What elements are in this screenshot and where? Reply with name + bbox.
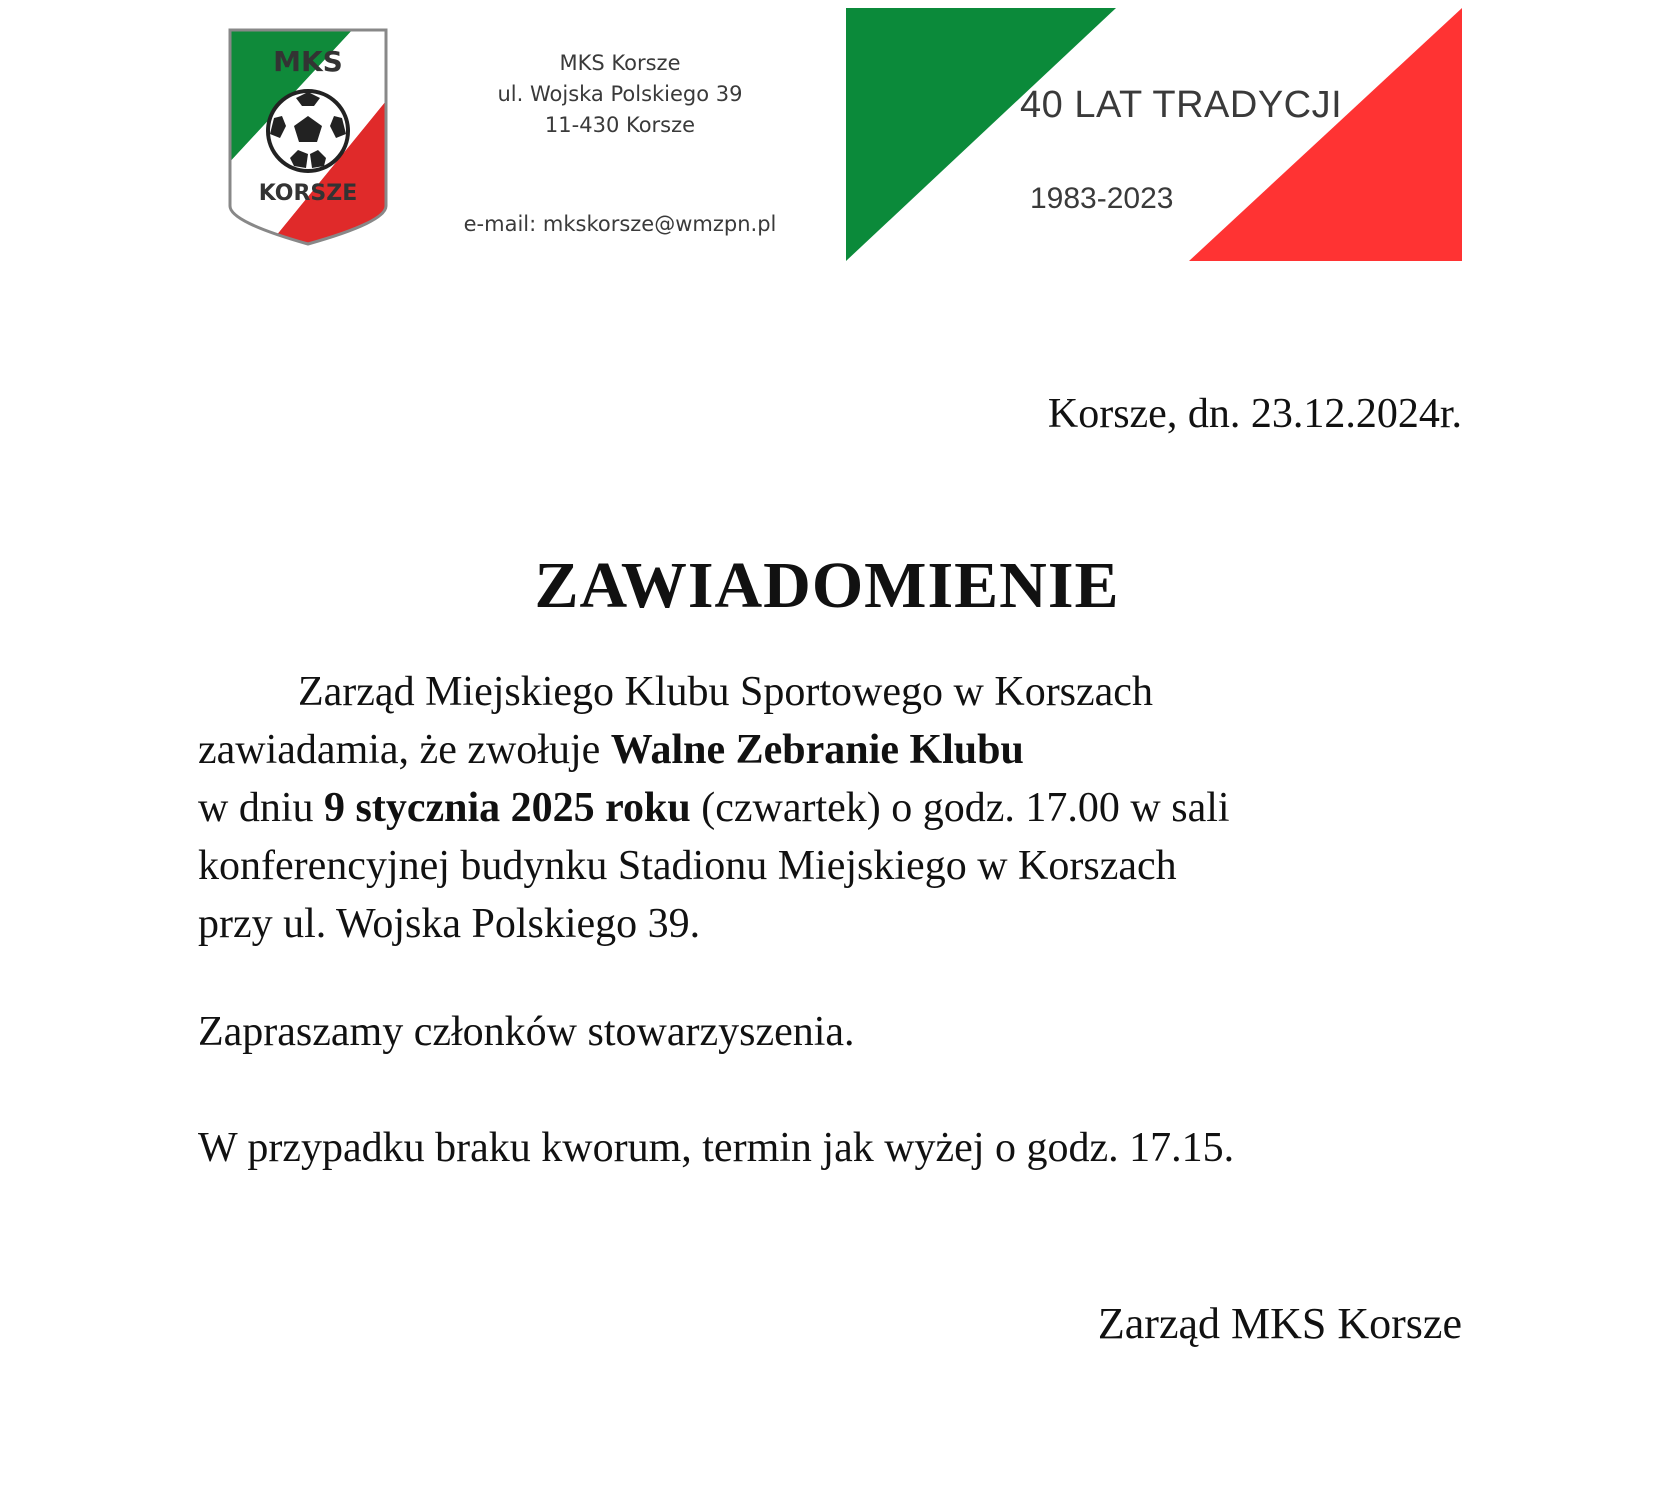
club-name: MKS Korsze: [559, 51, 681, 75]
page-title: ZAWIADOMIENIE: [534, 549, 1120, 622]
notice-paragraph: [198, 663, 1488, 953]
banner-title: 40 LAT TRADYCJI: [1020, 84, 1343, 126]
soccer-ball-icon: [268, 91, 348, 171]
club-email: e-mail: mkskorsze@wmzpn.pl: [463, 212, 777, 236]
letter-date: Korsze, dn. 23.12.2024r.: [1047, 391, 1462, 437]
invitation-text: Zapraszamy członków stowarzyszenia.: [198, 1009, 855, 1055]
contact-block: [455, 48, 785, 240]
paragraph-line-5: przy ul. Wojska Polskiego 39.: [198, 901, 701, 947]
signature: Zarząd MKS Korsze: [1097, 1299, 1462, 1348]
paragraph-line-3-pre: w dniu: [198, 785, 324, 831]
paragraph-line-3-post: (czwartek) o godz. 17.00 w sali: [690, 785, 1230, 831]
anniversary-banner: [846, 8, 1462, 261]
paragraph-line-2-text: zawiadamia, że zwołuje: [198, 727, 611, 773]
meeting-date: 9 stycznia 2025 roku: [324, 785, 691, 831]
paragraph-line-1: Zarząd Miejskiego Klubu Sportowego w Korszach: [298, 669, 1153, 715]
paragraph-line-4: konferencyjnej budynku Stadionu Miejskiego w Korszach: [198, 843, 1177, 889]
paragraph-line-3: [198, 779, 1488, 837]
logo-bottom-text: KORSZE: [258, 181, 358, 206]
club-street: ul. Wojska Polskiego 39: [497, 82, 743, 106]
logo-top-text: MKS: [273, 45, 343, 78]
club-city: 11-430 Korsze: [544, 113, 696, 137]
quorum-note: W przypadku braku kworum, termin jak wyżej o godz. 17.15.: [198, 1125, 1235, 1171]
paragraph-line-2: [198, 721, 1488, 779]
club-logo: [226, 26, 390, 248]
meeting-name: Walne Zebranie Klubu: [610, 727, 1024, 773]
banner-years: 1983-2023: [1030, 182, 1174, 215]
